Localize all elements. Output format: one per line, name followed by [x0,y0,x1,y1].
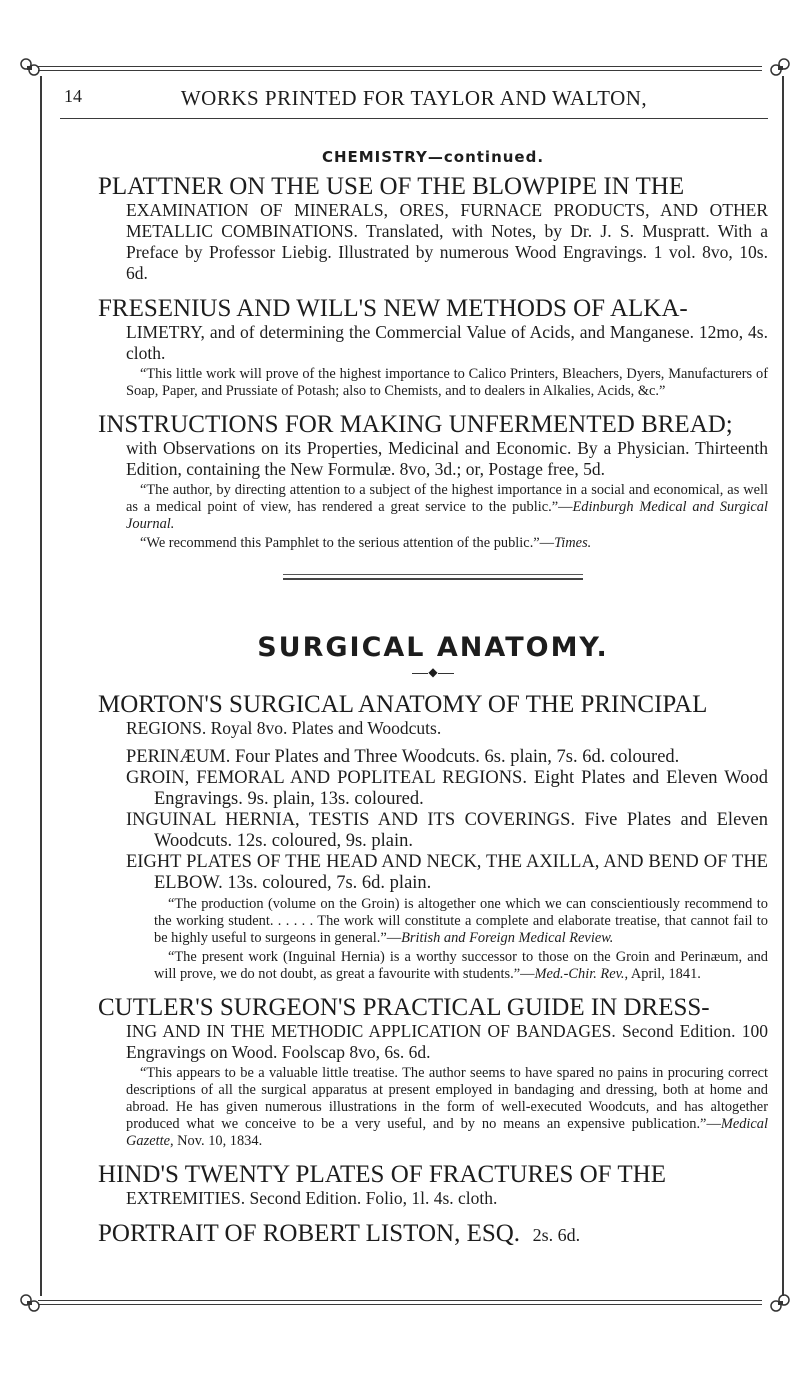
entry-title: MORTON'S SURGICAL ANATOMY OF THE PRINCIPAL [98,691,708,718]
entry-body: REGIONS. Royal 8vo. Plates and Woodcuts. [126,718,442,738]
entry-portrait [98,1219,768,1250]
entry-body: LIMETRY, and of determining the Commercial Value of Acids, and Manganese. 12mo, 4s. cloth. [126,322,768,363]
morton-item: PERINÆUM. Four Plates and Three Woodcuts. 6s. plain, 7s. 6d. coloured. [126,747,680,767]
portrait-price: 2s. 6d. [532,1225,581,1245]
quote-source: Edinburgh Medical and Surgical Journal. [126,499,768,532]
section-heading [98,148,768,166]
left-rule [40,76,42,1296]
corner-ornament-icon [18,1290,42,1314]
surgical-anatomy-heading: SURGICAL ANATOMY. [257,632,609,663]
entry-unfermented-bread [98,410,768,552]
entry-hind [98,1160,768,1209]
section-divider [283,574,583,575]
morton-item: GROIN, FEMORAL AND POPLITEAL REGIONS. Eight Plates and Eleven Wood Engravings. 9s. plain, 13s. coloured. [126,768,768,809]
quote-date: , April, 1841. [624,966,701,982]
entry-cutler [98,993,768,1150]
entry-morton [98,690,768,983]
entry-body: with Observations on its Properties, Medicinal and Economic. By a Physician. Thirteenth Edition, containing the New Formulæ. 8vo, 3d.; or, Postage free, 5d. [126,438,768,479]
content [98,148,768,1250]
quote-text: “This appears to be a valuable little treatise. The author seems to have spared no pains in procuring correct descriptions of all the surgical apparatus at present employed in bandaging and dressing, both at home and abroad. He has given numerous illustrations in the form of well-executed Woodcuts, and has altogether produced what we conceive to be a very useful, and by no means an expensive publication.”— [126,1065,768,1132]
entry-title: CUTLER'S SURGEON'S PRACTICAL GUIDE IN DRESS- [98,994,710,1021]
quote-source: Med.-Chir. Rev. [534,966,625,982]
morton-item: EIGHT PLATES OF THE HEAD AND NECK, THE AXILLA, AND BEND OF THE ELBOW. 13s. coloured, 7s. 6d. plain. [126,852,768,893]
quote-text: “The production (volume on the Groin) is altogether one which we can conscientiously recommend to the working student. . . . . . The work will constitute a complete and elaborate treatise, that cannot fail to be highly useful to surgeons in general.”— [154,896,768,946]
entry-body: EXAMINATION OF MINERALS, ORES, FURNACE PRODUCTS, AND OTHER METALLIC COMBINATIONS. Translated, with Notes, by Dr. J. S. Muspratt. With a Preface by Professor Liebig. Illustrated by numerous Wood Engravings. 1 vol. 8vo, 10s. 6d. [126,200,768,283]
entry-fresenius [98,294,768,400]
page-number: 14 [64,86,82,106]
entry-title: FRESENIUS AND WILL'S NEW METHODS OF ALKA- [98,295,688,322]
quote-text: “We recommend this Pamphlet to the serious attention of the public.”— [140,535,555,551]
corner-ornament-icon [768,1290,792,1314]
quote-source: Times. [554,535,592,551]
diamond-ornament-icon: ◆ [98,665,768,680]
corner-ornament-icon [768,56,792,80]
section-name: CHEMISTRY [321,148,428,166]
running-head [62,86,766,114]
entry-title: INSTRUCTIONS FOR MAKING UNFERMENTED BREAD; [98,411,733,438]
corner-ornament-icon [18,56,42,80]
review-quote: “This little work will prove of the highest importance to Calico Printers, Bleachers, Dyers, Manufacturers of Soap, Paper, and Prussiate of Potash; also to Chemists, and to dealers in Alkalies, Acids, &c.” [126,366,768,399]
review-quote [98,896,768,947]
entry-body: EXTREMITIES. Second Edition. Folio, 1l. 4s. cloth. [126,1188,498,1208]
bottom-rule-double [38,1304,762,1305]
bottom-rule [38,1300,762,1301]
quote-text: “The author, by directing attention to a subject of the highest importance in a social and economical, as well as a medical point of view, has rendered a great service to the public.”— [126,482,768,515]
morton-item: INGUINAL HERNIA, TESTIS AND ITS COVERINGS. Five Plates and Eleven Woodcuts. 12s. coloured, 9s. plain. [126,810,768,851]
header-title: WORKS PRINTED FOR TAYLOR AND WALTON, [180,86,648,110]
entry-title [98,1219,768,1250]
portrait-title: PORTRAIT OF ROBERT LISTON, ESQ. [98,1220,521,1247]
review-quote [98,1065,768,1150]
entry-title: HIND'S TWENTY PLATES OF FRACTURES OF THE [98,1161,666,1188]
quote-date: , Nov. 10, 1834. [169,1133,263,1149]
top-rule [38,66,762,67]
top-rule-double [38,70,762,71]
entry-title: PLATTNER ON THE USE OF THE BLOWPIPE IN THE [98,173,685,200]
entry-body: ING AND IN THE METHODIC APPLICATION OF BANDAGES. Second Edition. 100 Engravings on Wood. Foolscap 8vo, 6s. 6d. [126,1021,768,1062]
review-quote [98,535,768,552]
section-suffix: —continued. [427,148,545,166]
header-rule [60,118,768,119]
quote-source: Medical Gazette [126,1116,768,1149]
section-divider [283,578,583,580]
entry-plattner [98,172,768,284]
review-quote [98,482,768,533]
quote-text: “The present work (Inguinal Hernia) is a worthy successor to those on the Groin and Perinæum, and will prove, we do not doubt, as great a favourite with students.”— [154,949,768,982]
quote-source: British and Foreign Medical Review. [401,930,614,946]
review-quote [98,949,768,983]
right-rule [782,76,784,1296]
